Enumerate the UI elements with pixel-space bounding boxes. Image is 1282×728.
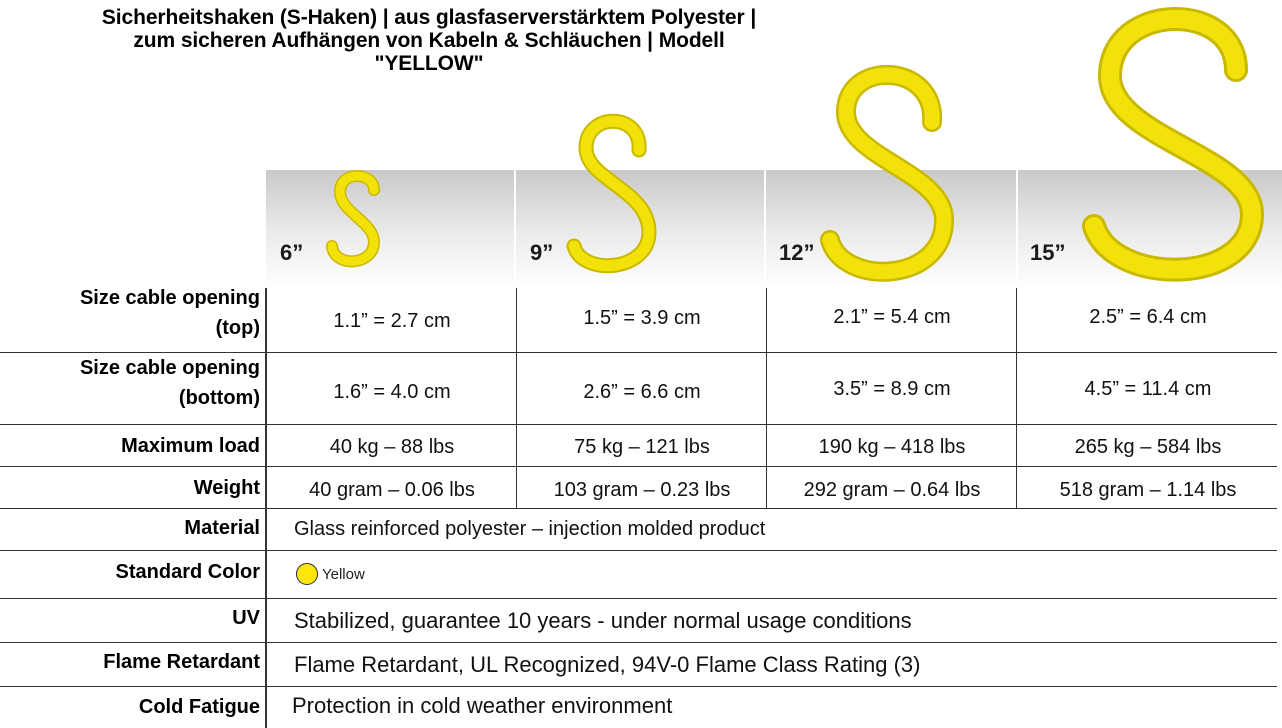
row-label-line: (top): [215, 317, 260, 339]
cell-opening-top-9: 1.5” = 3.9 cm: [583, 307, 701, 329]
row-label-weight: Weight: [193, 477, 260, 499]
table-rule: [0, 550, 1277, 551]
table-divider-column-3: [1016, 288, 1017, 508]
row-label-cold-fatigue: Cold Fatigue: [138, 696, 260, 718]
cell-opening-bottom-6: 1.6” = 4.0 cm: [333, 381, 451, 403]
cell-load-6: 40 kg – 88 lbs: [329, 436, 455, 458]
size-label-6: 6”: [280, 240, 304, 265]
row-label-maximum-load: Maximum load: [121, 435, 260, 457]
yellow-swatch-icon: [296, 563, 318, 585]
cell-uv: Stabilized, guarantee 10 years - under normal usage conditions: [294, 608, 912, 633]
row-label-uv: UV: [232, 607, 260, 629]
size-label-12: 12”: [779, 240, 815, 265]
row-label-material: Material: [184, 517, 260, 539]
cell-opening-top-12: 2.1” = 5.4 cm: [833, 306, 951, 328]
row-label-opening-top: [0, 283, 262, 343]
table-rule: [0, 598, 1277, 599]
title-line-2: zum sicheren Aufhängen von Kabeln & Schläuchen | Modell: [133, 29, 725, 52]
table-rule: [0, 642, 1277, 643]
backdrop-panel-2: [516, 170, 764, 287]
row-label-line: (bottom): [178, 387, 260, 409]
color-name: Yellow: [322, 565, 365, 583]
cell-weight-9: 103 gram – 0.23 lbs: [553, 479, 731, 501]
row-label-standard-color: Standard Color: [115, 561, 260, 583]
cell-opening-bottom-12: 3.5” = 8.9 cm: [833, 378, 951, 400]
table-divider-column-1: [516, 288, 517, 508]
table-divider-column-2: [766, 288, 767, 508]
size-label-15: 15”: [1030, 240, 1066, 265]
table-rule: [0, 424, 1277, 425]
table-rule: [0, 508, 1277, 509]
cell-opening-bottom-15: 4.5” = 11.4 cm: [1084, 378, 1212, 400]
hooks-illustration: [264, 0, 1282, 287]
table-rule: [0, 466, 1277, 467]
product-image: [264, 0, 1282, 287]
cell-opening-top-6: 1.1” = 2.7 cm: [333, 310, 451, 332]
cell-weight-12: 292 gram – 0.64 lbs: [803, 479, 981, 501]
cell-load-9: 75 kg – 121 lbs: [574, 436, 710, 458]
row-label-line: Size cable opening: [79, 357, 260, 379]
cell-load-15: 265 kg – 584 lbs: [1074, 436, 1222, 458]
cell-weight-6: 40 gram – 0.06 lbs: [309, 479, 475, 501]
title-line-3: "YELLOW": [374, 52, 484, 75]
row-label-line: Size cable opening: [79, 287, 260, 309]
table-rule: [0, 686, 1277, 687]
row-label-flame-retardant: Flame Retardant: [103, 651, 260, 673]
cell-opening-top-15: 2.5” = 6.4 cm: [1089, 306, 1207, 328]
title-line-1: Sicherheitshaken (S-Haken) | aus glasfaserverstärktem Polyester |: [101, 6, 757, 29]
backdrop-panel-1: [266, 170, 514, 287]
cell-load-12: 190 kg – 418 lbs: [818, 436, 966, 458]
cell-weight-15: 518 gram – 1.14 lbs: [1059, 479, 1237, 501]
color-value: [296, 563, 365, 585]
cell-flame-retardant: Flame Retardant, UL Recognized, 94V-0 Flame Class Rating (3): [294, 652, 921, 677]
cell-cold-fatigue: Protection in cold weather environment: [292, 693, 673, 718]
row-label-opening-bottom: [0, 353, 262, 413]
cell-opening-bottom-9: 2.6” = 6.6 cm: [583, 381, 701, 403]
size-label-9: 9”: [530, 240, 554, 265]
cell-material: Glass reinforced polyester – injection molded product: [294, 518, 766, 540]
